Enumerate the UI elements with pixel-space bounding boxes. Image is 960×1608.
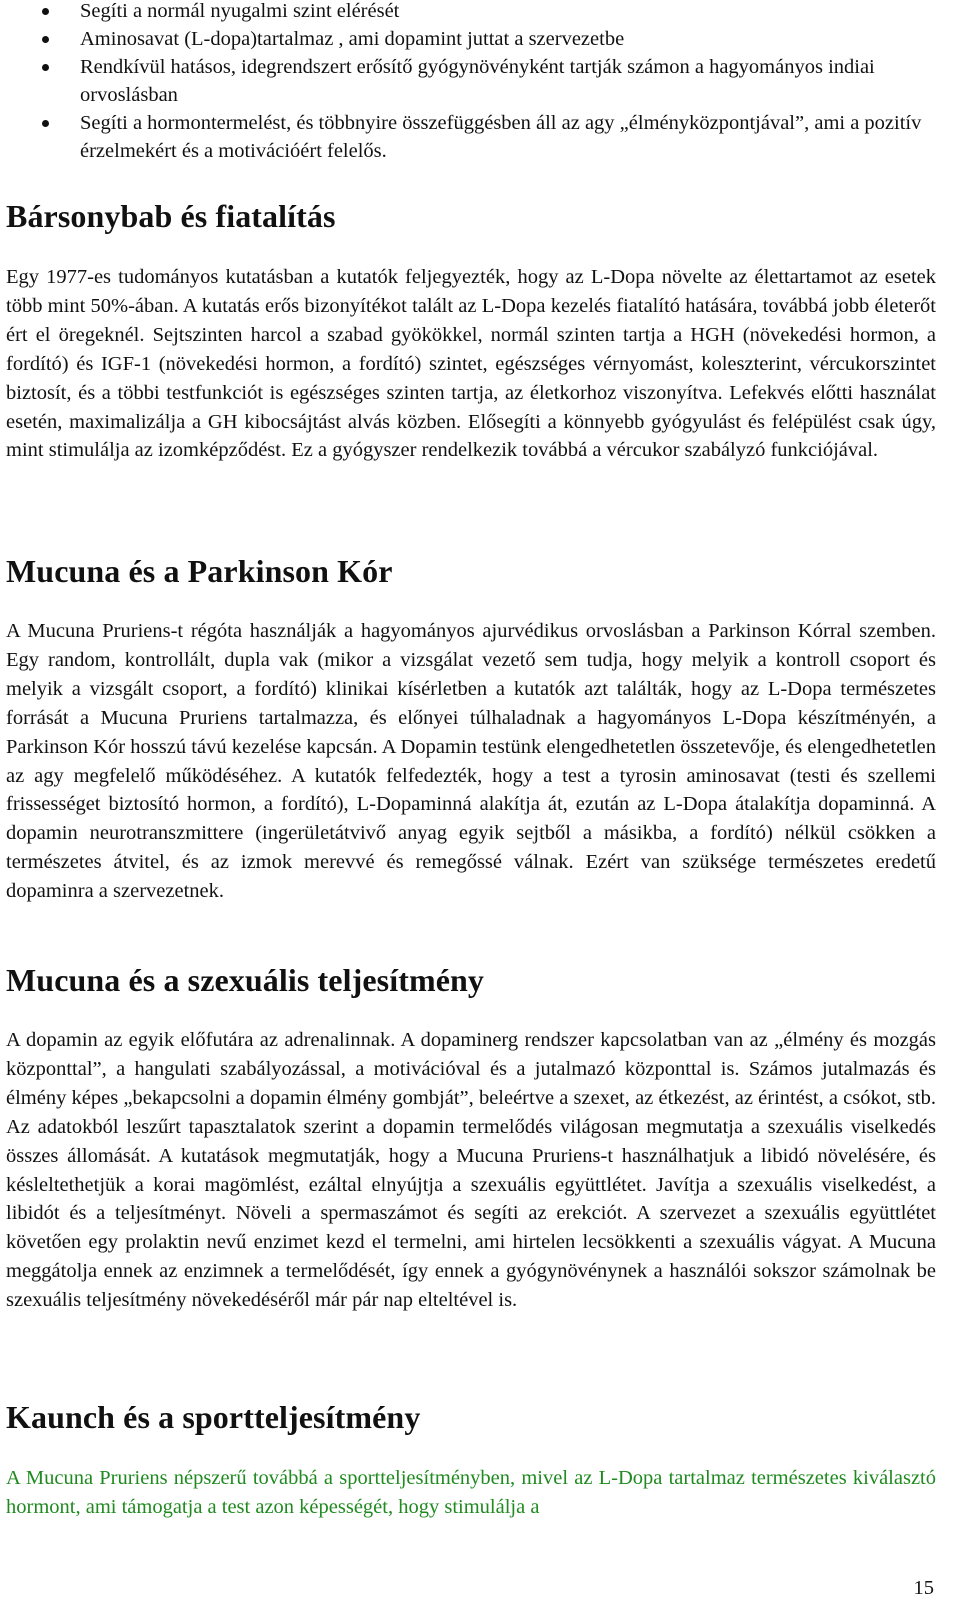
section-heading-fiatalitas: Bársonybab és fiatalítás (6, 198, 336, 234)
section-heading-parkinson: Mucuna és a Parkinson Kór (6, 553, 393, 589)
page-number: 15 (913, 1577, 934, 1599)
bullet-icon (42, 8, 49, 15)
bullet-icon (42, 120, 49, 127)
bullet-item: Segíti a normál nyugalmi szint elérését (6, 0, 936, 25)
bullet-item: Rendkívül hatásos, idegrendszert erősítő gyógynövényként tartják számon a hagyományos indiai orvoslásban (6, 53, 936, 109)
section-text-fiatalitas: Egy 1977-es tudományos kutatásban a kutatók feljegyezték, hogy az L-Dopa növelte az élettartamot az esetek több mint 50%-ában. A kutatás erős bizonyítékot talált az L-Dopa kezelés fiatalító hatására, továbbá jobb életerőt ért el öregeknél. Sejtszinten harcol a szabad gyökökkel, normál szinten tartja a HGH (növekedési hormon, a fordító) és IGF-1 (növekedési hormon, a fordító) szintet, egészséges vérnyomást, koleszterint, vércukorszintet biztosít, és a többi testfunkciót is egészséges szinten tartja, az életkorhoz viszonyítva. Lefekvés előtti használat esetén, maximalizálja a GH kibocsájtást alvás közben. Elősegíti a könnyebb gyógyulást és felépülést csak úgy, mint stimulálja az izomképződést. Ez a gyógyszer rendelkezik továbbá a vércukor szabályzó funkciójával. (6, 266, 936, 462)
section-text-parkinson: A Mucuna Pruriens-t régóta használják a hagyományos ajurvédikus orvoslásban a Parkinson Kórral szemben. Egy random, kontrollált, dupla vak (mikor a vizsgálat vezető sem tudja, hogy melyik a kontroll csoport és melyik a vizsgált csoport, a fordító) klinikai kísérletben a kutatók azt találták, hogy az L-Dopa természetes forrását a Mucuna Pruriens tartalmazza, és előnyei túlhaladnak a hagyományos L-Dopa készítményén, a Parkinson Kór hosszú távú kezelése kapcsán. A Dopamin testünk elengedhetetlen összetevője, és elengedhetetlen az agy megfelelő működéséhez. A kutatók felfedezték, hogy a test a tyrosin aminosavat (testi és szellemi frissességet biztosító hormon, a fordító), L-Dopaminná alakítja át, ezután az L-Dopa átalakítja dopaminná. A dopamin neurotranszmittere (ingerületátvivő anyag egyik sejtből a másikba, a fordító) nélkül csökken a természetes átvitel, és az izmok merevvé és remegőssé válnak. Ezért van szüksége természetes eredetű dopaminra a szervezetnek. (6, 620, 936, 903)
bullet-icon (42, 64, 49, 71)
bullet-item: Aminosavat (L-dopa)tartalmaz , ami dopamint juttat a szervezetbe (6, 25, 936, 53)
bullet-item: Segíti a hormontermelést, és többnyire összefüggésben áll az agy „élményközpontjával”, ami a pozitív érzelmekért és a motivációért felelős. (6, 109, 936, 165)
section-heading-szexualis: Mucuna és a szexuális teljesítmény (6, 962, 485, 998)
bullet-icon (42, 36, 49, 43)
section-text-sport: A Mucuna Pruriens népszerű továbbá a sportteljesítményben, mivel az L-Dopa tartalmaz természetes kiválasztó hormont, ami támogatja a test azon képességét, hogy stimulálja a (6, 1467, 936, 1518)
section-text-szexualis: A dopamin az egyik előfutára az adrenalinnak. A dopaminerg rendszer kapcsolatban van az „élmény és mozgás központtal”, a hangulati szabályozással, a motivációval és a jutalmazó központtal is. Számos jutalmazás és élmény képes „bekapcsolni a dopamin élmény gombját”, beleértve a szexet, az étkezést, az érintést, a csókot, stb. Az adatokból leszűrt tapasztalatok szerint a dopamin termelődés világosan megmutatja a szexuális viselkedés összes állomását. A kutatások megmutatják, hogy a Mucuna Pruriens-t használhatjuk a libidó növelésére, és késleltethetjük a korai magömlést, ezáltal elnyújtja a szexuális együttlétet. Javítja a szexuális viselkedést, a libidót és a teljesítményt. Növeli a spermaszámot és segíti az erekciót. A szervezet a szexuális együttlétet követően egy prolaktin nevű enzimet kezd el termelni, ami hirtelen lecsökkenti a szexuális vágyat. A Mucuna meggátolja ennek az enzimnek a termelődését, így ennek a gyógynövénynek a használói sokszor számolnak be szexuális teljesítmény növekedéséről már pár nap elteltével is. (6, 1029, 936, 1312)
section-heading-sport: Kaunch és a sportteljesítmény (6, 1399, 421, 1435)
bullet-list (6, 0, 936, 165)
